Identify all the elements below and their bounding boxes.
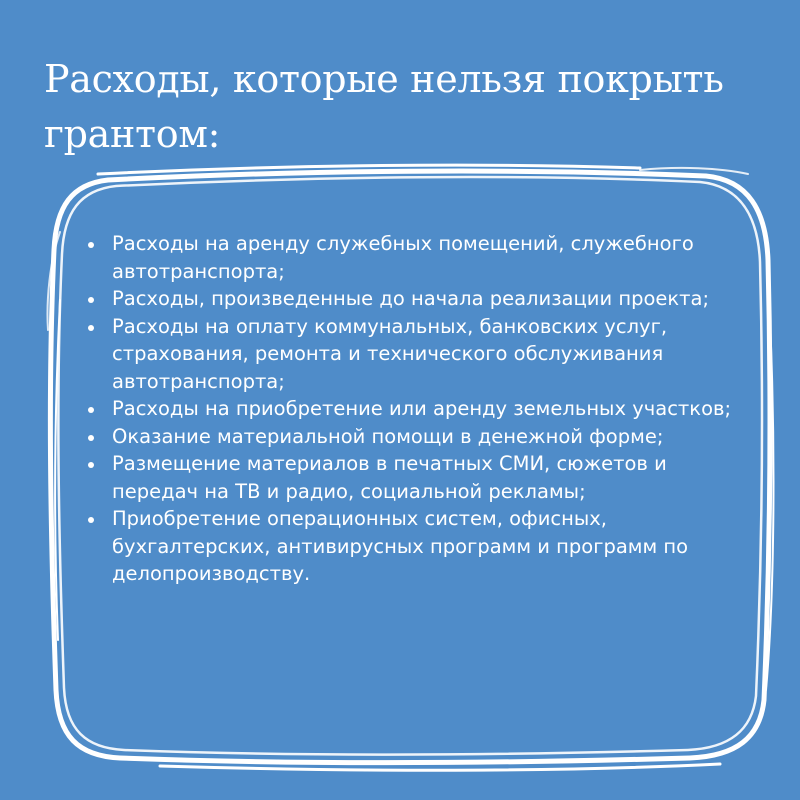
list-item: Приобретение операционных систем, офисных, бухгалтерских, антивирусных программ и программ по делопроизводству. (88, 505, 748, 588)
list-item: Размещение материалов в печатных СМИ, сюжетов и передач на ТВ и радио, социальной рекламы; (88, 450, 748, 505)
list-item: Оказание материальной помощи в денежной форме; (88, 423, 748, 451)
list-item: Расходы на приобретение или аренду земельных участков; (88, 395, 748, 423)
list-item: Расходы на аренду служебных помещений, служебного автотранспорта; (88, 230, 748, 285)
page-title: Расходы, которые нельзя покрыть грантом: (44, 57, 724, 156)
expenses-list (88, 230, 748, 588)
list-item: Расходы на оплату коммунальных, банковских услуг, страхования, ремонта и технического обслуживания автотранспорта; (88, 313, 748, 396)
list-item: Расходы, произведенные до начала реализации проекта; (88, 285, 748, 313)
